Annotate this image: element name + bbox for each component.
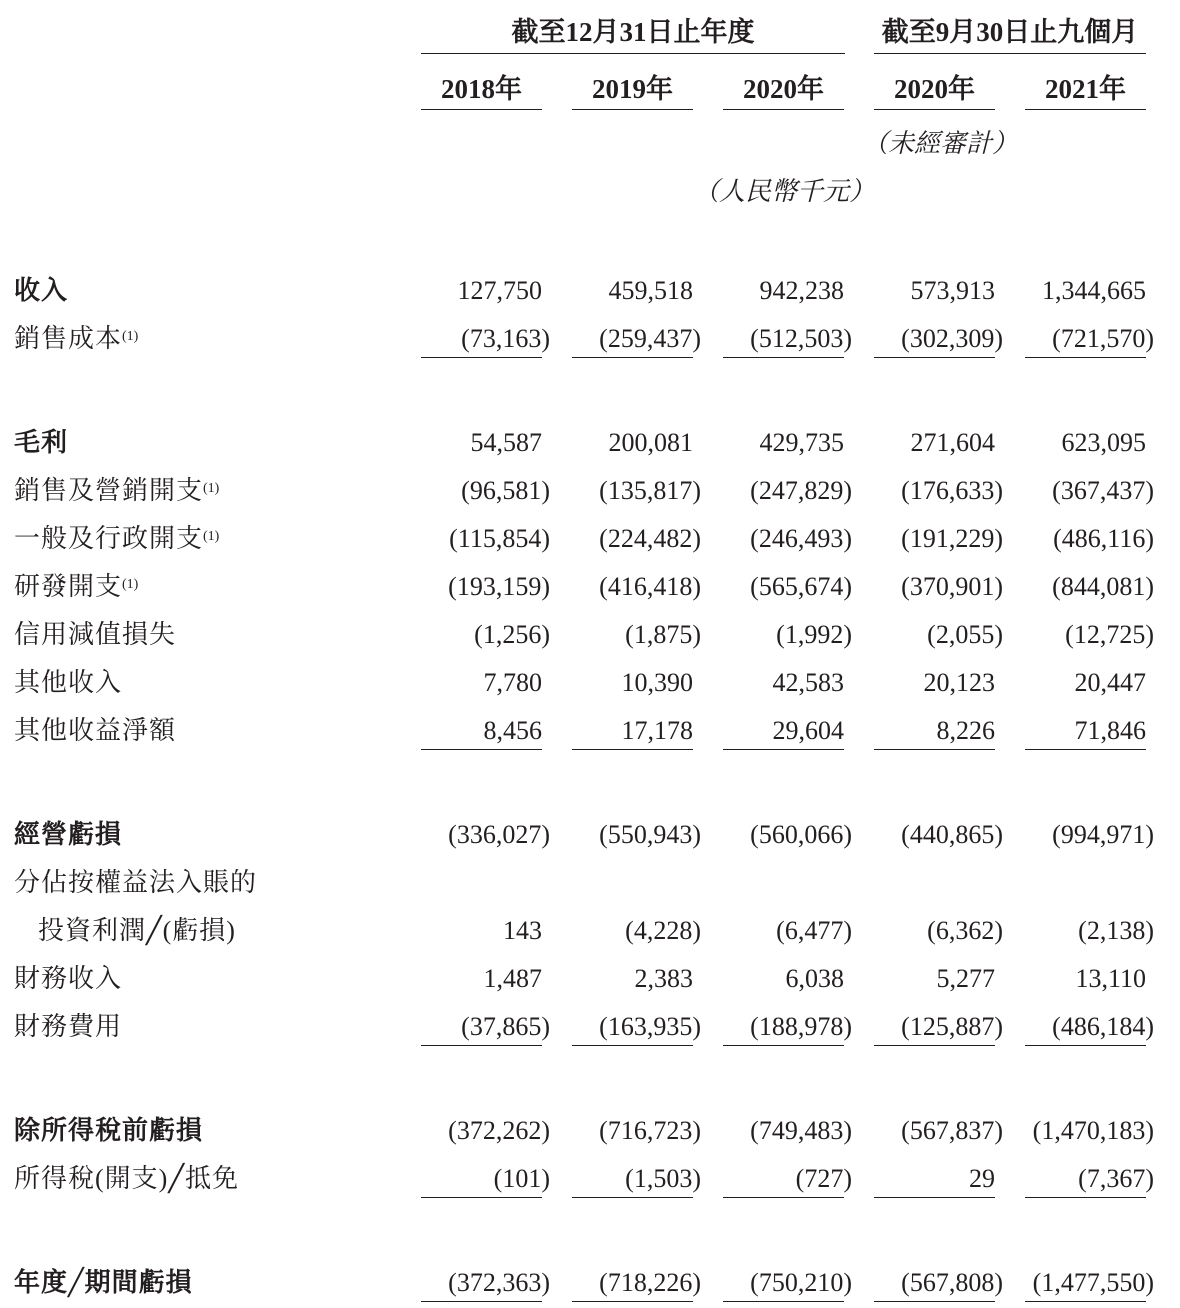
year-header: 2018年 bbox=[441, 74, 522, 104]
cell-value: (6,362) bbox=[927, 916, 1003, 945]
cell-value: (1,470,183) bbox=[1032, 1116, 1154, 1145]
cell-value: (550,943) bbox=[599, 820, 701, 849]
subtotal-rule bbox=[572, 1045, 693, 1046]
cell-value: 7,780 bbox=[483, 668, 542, 697]
cell-value: (246,493) bbox=[750, 524, 852, 553]
subtotal-rule bbox=[572, 749, 693, 750]
cell-value: (96,581) bbox=[461, 476, 550, 505]
cell-value: 459,518 bbox=[608, 276, 693, 305]
subtotal-rule bbox=[723, 1045, 844, 1046]
cell-value: 20,447 bbox=[1074, 668, 1146, 697]
cell-value: 1,344,665 bbox=[1042, 276, 1146, 305]
cell-value: (247,829) bbox=[750, 476, 852, 505]
table-row bbox=[0, 522, 1180, 556]
cell-value: (1,503) bbox=[625, 1164, 701, 1193]
cell-value: (336,027) bbox=[448, 820, 550, 849]
row-label: 信用減值損失 bbox=[14, 620, 177, 649]
cell-value: (440,865) bbox=[901, 820, 1003, 849]
row-label: 銷售成本$^{(1)}$ bbox=[14, 324, 139, 353]
cell-value: (512,503) bbox=[750, 324, 852, 353]
row-label: 毛利 bbox=[14, 428, 69, 457]
subtotal-rule bbox=[572, 357, 693, 358]
table-row bbox=[0, 274, 1180, 308]
cell-value: (1,875) bbox=[625, 620, 701, 649]
cell-value: 71,846 bbox=[1074, 716, 1146, 745]
subtotal-rule bbox=[1025, 1197, 1146, 1198]
table-row bbox=[0, 914, 1180, 948]
subtotal-rule bbox=[572, 1197, 693, 1198]
table-row bbox=[0, 666, 1180, 700]
cell-value: (750,210) bbox=[750, 1268, 852, 1297]
cell-value: (486,116) bbox=[1053, 524, 1154, 553]
cell-value: (367,437) bbox=[1052, 476, 1154, 505]
table-row bbox=[0, 962, 1180, 996]
year-header-rule bbox=[572, 109, 693, 110]
row-label: 投資利潤╱(虧損) bbox=[38, 916, 236, 945]
cell-value: (370,901) bbox=[901, 572, 1003, 601]
cell-value: 17,178 bbox=[621, 716, 693, 745]
cell-value: (567,808) bbox=[901, 1268, 1003, 1297]
row-label: 銷售及營銷開支$^{(1)}$ bbox=[14, 476, 220, 505]
cell-value: (193,159) bbox=[448, 572, 550, 601]
row-label: 除所得稅前虧損 bbox=[14, 1116, 204, 1145]
cell-value: 13,110 bbox=[1075, 964, 1146, 993]
cell-value: (560,066) bbox=[750, 820, 852, 849]
subtotal-rule bbox=[421, 1197, 542, 1198]
total-rule bbox=[1025, 1301, 1146, 1302]
cell-value: (416,418) bbox=[599, 572, 701, 601]
cell-value: (2,055) bbox=[927, 620, 1003, 649]
table-row bbox=[0, 1162, 1180, 1196]
row-label: 分佔按權益法入賬的 bbox=[14, 868, 258, 897]
cell-value: 6,038 bbox=[785, 964, 844, 993]
row-label: 其他收益淨額 bbox=[14, 716, 177, 745]
cell-value: (716,723) bbox=[599, 1116, 701, 1145]
cell-value: (37,865) bbox=[461, 1012, 550, 1041]
subtotal-rule bbox=[421, 1045, 542, 1046]
cell-value: 8,226 bbox=[936, 716, 995, 745]
cell-value: (565,674) bbox=[750, 572, 852, 601]
cell-value: (4,228) bbox=[625, 916, 701, 945]
cell-value: 429,735 bbox=[759, 428, 844, 457]
cell-value: 271,604 bbox=[910, 428, 995, 457]
cell-value: (2,138) bbox=[1078, 916, 1154, 945]
header-group-nine-months: 截至9月30日止九個月 bbox=[881, 17, 1139, 47]
table-row bbox=[0, 714, 1180, 748]
cell-value: (721,570) bbox=[1052, 324, 1154, 353]
table-row bbox=[0, 1010, 1180, 1044]
cell-value: (259,437) bbox=[599, 324, 701, 353]
cell-value: (224,482) bbox=[599, 524, 701, 553]
row-label: 財務收入 bbox=[14, 964, 123, 993]
cell-value: (125,887) bbox=[901, 1012, 1003, 1041]
cell-value: (7,367) bbox=[1078, 1164, 1154, 1193]
year-header-rule bbox=[723, 109, 844, 110]
cell-value: 623,095 bbox=[1061, 428, 1146, 457]
table-row bbox=[0, 570, 1180, 604]
cell-value: (486,184) bbox=[1052, 1012, 1154, 1041]
header-group-annual-rule bbox=[421, 53, 845, 54]
cell-value: 127,750 bbox=[457, 276, 542, 305]
cell-value: (176,633) bbox=[901, 476, 1003, 505]
subtotal-rule bbox=[421, 357, 542, 358]
cell-value: 29,604 bbox=[772, 716, 844, 745]
subtotal-rule bbox=[723, 1197, 844, 1198]
cell-value: 143 bbox=[503, 916, 542, 945]
year-header: 2019年 bbox=[592, 74, 673, 104]
cell-value: (718,226) bbox=[599, 1268, 701, 1297]
cell-value: (372,262) bbox=[448, 1116, 550, 1145]
row-label: 經營虧損 bbox=[14, 820, 123, 849]
subtotal-rule bbox=[874, 357, 995, 358]
header-group-annual: 截至12月31日止年度 bbox=[511, 17, 755, 47]
total-rule bbox=[572, 1301, 693, 1302]
cell-value: (12,725) bbox=[1065, 620, 1154, 649]
year-header: 2021年 bbox=[1045, 74, 1126, 104]
cell-value: (567,837) bbox=[901, 1116, 1003, 1145]
cell-value: (101) bbox=[493, 1164, 550, 1193]
table-row bbox=[0, 866, 1180, 900]
subtotal-rule bbox=[723, 749, 844, 750]
cell-value: (115,854) bbox=[449, 524, 550, 553]
cell-value: (6,477) bbox=[776, 916, 852, 945]
cell-value: (302,309) bbox=[901, 324, 1003, 353]
year-header-rule bbox=[421, 109, 542, 110]
total-rule bbox=[723, 1301, 844, 1302]
cell-value: 942,238 bbox=[759, 276, 844, 305]
cell-value: (727) bbox=[795, 1164, 852, 1193]
cell-value: 1,487 bbox=[483, 964, 542, 993]
table-row bbox=[0, 818, 1180, 852]
cell-value: 8,456 bbox=[483, 716, 542, 745]
currency-unit-note: （人民幣千元） bbox=[693, 177, 876, 206]
cell-value: (372,363) bbox=[448, 1268, 550, 1297]
row-label: 一般及行政開支$^{(1)}$ bbox=[14, 524, 220, 553]
cell-value: (844,081) bbox=[1052, 572, 1154, 601]
cell-value: 10,390 bbox=[621, 668, 693, 697]
row-label: 收入 bbox=[14, 276, 69, 305]
subtotal-rule bbox=[1025, 1045, 1146, 1046]
subtotal-rule bbox=[874, 1045, 995, 1046]
cell-value: (1,992) bbox=[776, 620, 852, 649]
table-row bbox=[0, 322, 1180, 356]
row-label: 所得稅(開支)╱抵免 bbox=[14, 1164, 239, 1193]
table-row bbox=[0, 1114, 1180, 1148]
year-header-rule bbox=[874, 109, 995, 110]
subtotal-rule bbox=[874, 749, 995, 750]
year-header-rule bbox=[1025, 109, 1146, 110]
header-group-nine-months-rule bbox=[874, 53, 1146, 54]
subtotal-rule bbox=[421, 749, 542, 750]
table-row bbox=[0, 618, 1180, 652]
cell-value: (1,256) bbox=[474, 620, 550, 649]
cell-value: 29 bbox=[969, 1164, 995, 1193]
table-row bbox=[0, 474, 1180, 508]
table-row bbox=[0, 426, 1180, 460]
table-row bbox=[0, 1266, 1180, 1300]
subtotal-rule bbox=[723, 357, 844, 358]
subtotal-rule bbox=[1025, 749, 1146, 750]
cell-value: 2,383 bbox=[634, 964, 693, 993]
cell-value: 42,583 bbox=[772, 668, 844, 697]
cell-value: 200,081 bbox=[608, 428, 693, 457]
cell-value: 573,913 bbox=[910, 276, 995, 305]
subtotal-rule bbox=[1025, 357, 1146, 358]
row-label: 其他收入 bbox=[14, 668, 123, 697]
unaudited-note: （未經審計） bbox=[862, 129, 1019, 158]
year-header: 2020年 bbox=[743, 74, 824, 104]
cell-value: (188,978) bbox=[750, 1012, 852, 1041]
cell-value: (1,477,550) bbox=[1032, 1268, 1154, 1297]
cell-value: (191,229) bbox=[901, 524, 1003, 553]
row-label: 年度╱期間虧損 bbox=[14, 1268, 193, 1297]
cell-value: (994,971) bbox=[1052, 820, 1154, 849]
cell-value: 20,123 bbox=[923, 668, 995, 697]
year-header: 2020年 bbox=[894, 74, 975, 104]
cell-value: 5,277 bbox=[936, 964, 995, 993]
cell-value: (135,817) bbox=[599, 476, 701, 505]
cell-value: 54,587 bbox=[470, 428, 542, 457]
subtotal-rule bbox=[874, 1197, 995, 1198]
cell-value: (749,483) bbox=[750, 1116, 852, 1145]
cell-value: (73,163) bbox=[461, 324, 550, 353]
cell-value: (163,935) bbox=[599, 1012, 701, 1041]
row-label: 財務費用 bbox=[14, 1012, 123, 1041]
total-rule bbox=[421, 1301, 542, 1302]
row-label: 研發開支$^{(1)}$ bbox=[14, 572, 139, 601]
total-rule bbox=[874, 1301, 995, 1302]
